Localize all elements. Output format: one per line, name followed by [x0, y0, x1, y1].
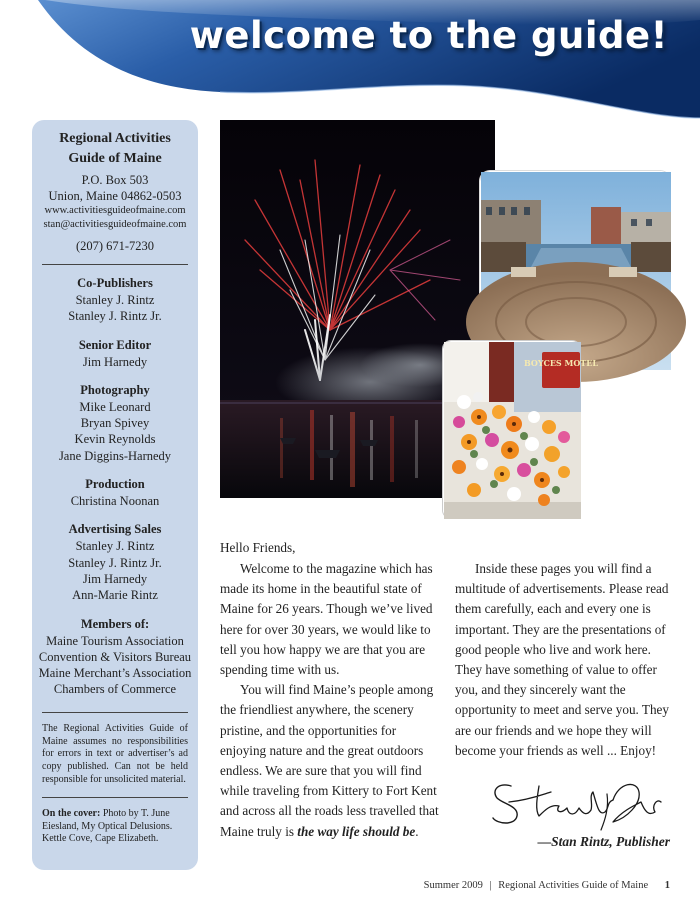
signature-name: —Stan Rintz, Publisher: [537, 834, 670, 849]
credit-name: Stanley J. Rintz Jr.: [68, 309, 162, 324]
credits-advertising-sales: [38, 521, 192, 603]
credit-name: Bryan Spivey: [80, 416, 150, 431]
credit-name: Mike Leonard: [79, 399, 151, 414]
footer-publication: Regional Activities Guide of Maine: [498, 880, 649, 891]
cover-credit-text: Photo by T. June Eiesland, My Optical Delusions. Kettle Cove, Cape Elizabeth.: [42, 807, 173, 845]
credits-photography: [38, 382, 192, 464]
sidebar-divider: [42, 712, 188, 713]
credit-name: Stanley J. Rintz: [75, 293, 155, 307]
publisher-signature: [489, 772, 664, 834]
credits-heading: Advertising Sales: [68, 522, 162, 537]
credits-heading: Photography: [80, 382, 150, 397]
page-footer: [424, 880, 670, 891]
website-link[interactable]: www.activitiesguideofmaine.com: [44, 205, 186, 216]
letter-slogan: the way life should be: [297, 823, 416, 839]
letter-paragraph-end: .: [415, 823, 419, 839]
organization-name-line2: Guide of Maine: [68, 151, 162, 166]
credit-name: Maine Tourism Association: [46, 633, 184, 648]
credits-heading: Members of:: [80, 616, 150, 631]
credit-name: Chambers of Commerce: [53, 682, 177, 697]
motel-sign-text: BOYCES MOTEL: [524, 358, 598, 368]
letter-paragraph-text: You will find Maine’s people among the friendliest anywhere, the scenery pristine, and the opportunities for enjoying nature and the great outdoors endless. We are sure that you will find while traveling from Kittery to Fort Kent and across all the roads less travelled that Maine truly is: [220, 682, 439, 839]
credits-production: [38, 476, 192, 509]
footer-issue: Summer 2009: [423, 880, 483, 891]
credit-name: Jim Harnedy: [82, 354, 148, 369]
page-title: welcome to the guide!: [189, 14, 668, 57]
city-address: Union, Maine 04862-0503: [48, 189, 182, 203]
credits-heading: Production: [85, 477, 145, 492]
page-number: 1: [664, 880, 670, 891]
letter-paragraph: Welcome to the magazine which has made its home in the beautiful state of Maine for 26 years. Though we’ve lived here for over 30 years, we would like to tell you how happy we are that you are spending time with us.: [220, 561, 433, 678]
credit-name: Convention & Visitors Bureau: [38, 649, 192, 664]
harbor-photo: [480, 171, 670, 369]
email-link[interactable]: stan@activitiesguideofmaine.com: [43, 219, 187, 230]
phone-number: (207) 671-7230: [75, 239, 155, 253]
letter-column-left: [220, 559, 442, 842]
credits-heading: Senior Editor: [78, 337, 152, 352]
sidebar-divider: [42, 797, 188, 798]
credit-name: Kevin Reynolds: [74, 432, 156, 447]
credit-name: Stanley J. Rintz Jr.: [68, 555, 162, 570]
letter-paragraph: [220, 680, 442, 842]
credit-name: Stanley J. Rintz: [75, 539, 155, 554]
footer-separator: |: [489, 880, 492, 891]
credit-name: Jane Diggins-Harnedy: [58, 448, 172, 463]
letter-greeting: Hello Friends,: [220, 540, 296, 555]
credits-co-publishers: [38, 275, 192, 325]
credits-senior-editor: [38, 337, 192, 370]
po-box: P.O. Box 503: [81, 173, 149, 187]
cover-credit-label: On the cover:: [42, 807, 101, 819]
disclaimer-text: The Regional Activities Guide of Maine assumes no responsibilities for errors in text or advertiser’s ad copy published. Can not be held responsible for unsolicited material.: [42, 722, 188, 785]
organization-name-line1: Regional Activities: [59, 131, 171, 146]
credits-heading: Co-Publishers: [77, 276, 153, 290]
credit-name: Ann-Marie Rintz: [72, 588, 158, 603]
flowers-motel-photo: [443, 341, 598, 518]
letter-paragraph: Inside these pages you will find a multitude of advertisements. Please read them carefully, each and every one is important. They are the presentations of good people who live and work here. They have something of value to offer you, and they sincerely want the opportunity to meet and serve you. They are our friends and we hope they will become your friends as well ... Enjoy!: [455, 561, 670, 758]
credits-members-of: [38, 616, 192, 698]
letter-column-right: [455, 559, 675, 761]
credit-name: Jim Harnedy: [82, 571, 148, 586]
cover-credit: [38, 808, 192, 846]
credit-name: Maine Merchant’s Association: [38, 666, 192, 681]
header-banner: [0, 0, 700, 130]
sidebar-divider: [42, 264, 188, 265]
masthead-sidebar: [32, 120, 198, 870]
credit-name: Christina Noonan: [70, 494, 160, 509]
